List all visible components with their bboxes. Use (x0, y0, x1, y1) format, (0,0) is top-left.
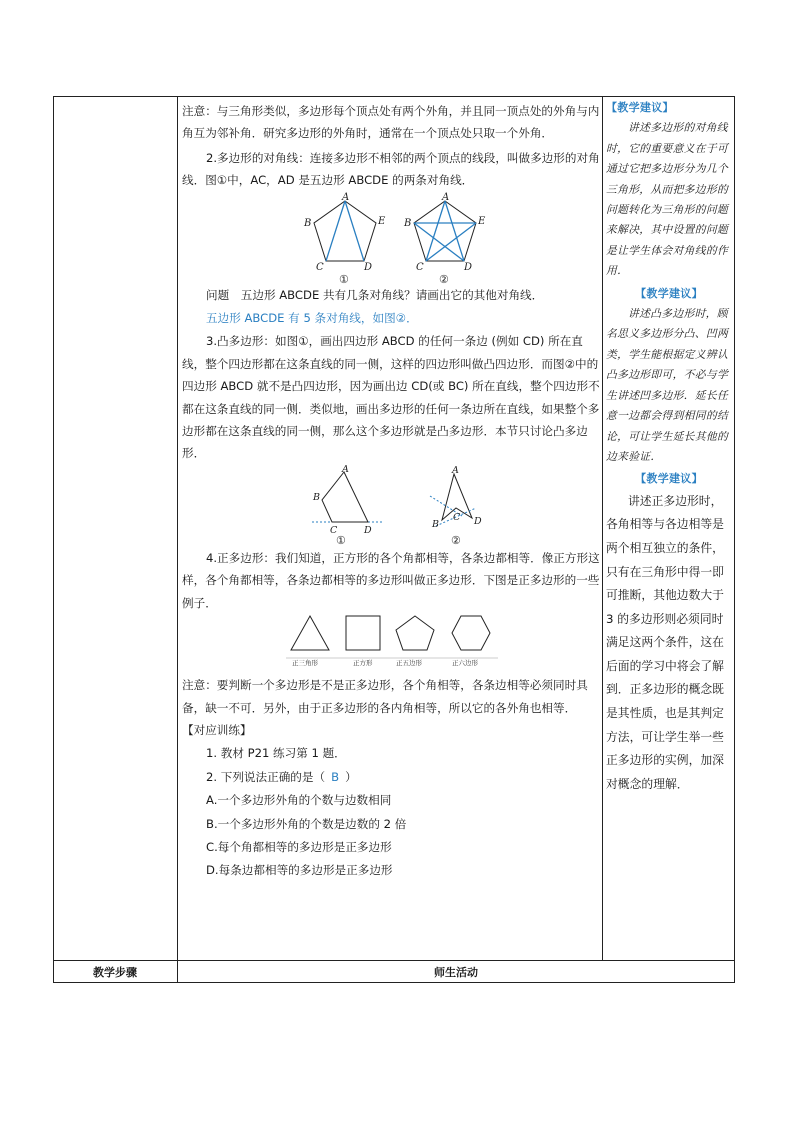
column-divider-right (602, 96, 603, 960)
suggestion-heading-1: 【教学建议】 (606, 101, 674, 114)
option-d: D.每条边都相等的多边形是正多边形 (206, 863, 393, 878)
diagonal-ac (326, 201, 345, 261)
diagonal-definition: 2.多边形的对角线：连接多边形不相邻的两个顶点的线段，叫做多边形的对角线．图①中，AC，AD 是五边形 ABCDE 的两条对角线． (182, 150, 600, 188)
regular-captions (292, 658, 479, 666)
question-text: 问题 五边形 ABCDE 共有几条对角线？请画出它的其他对角线． (206, 287, 544, 302)
label-c-2: C (416, 262, 424, 273)
answer-text: 五边形 ABCDE 有 5 条对角线，如图②． (206, 311, 418, 326)
option-a: A.一个多边形外角的个数与边数相同 (206, 793, 392, 808)
caption-pentagon: 正五边形 (396, 659, 422, 666)
practice-title: 【对应训练】 (182, 722, 252, 737)
pentagon-2 (414, 201, 476, 261)
suggestion-heading-2: 【教学建议】 (635, 286, 703, 300)
column-divider-left (177, 96, 178, 983)
label-d-2: D (464, 262, 473, 273)
quad-caption-1: ① (336, 534, 346, 546)
quad-label-c-1: C (330, 525, 338, 536)
quad-label-c-2: C (453, 512, 461, 523)
quad-label-b-1: B (313, 492, 320, 503)
quad-figures (306, 462, 496, 546)
caption-square: 正方形 (353, 659, 373, 666)
convex-polygon-definition: 3.凸多边形：如图①，画出四边形 ABCD 的任何一条边 (例如 CD) 所在直线，整个四边形都在这条直线的同一侧，这样的四边形叫做凸四边形．而图②中的四边形 ABCD 就不是凸四边形，因为画出边 CD(或 BC) 所在直线，整个四边形不都在这条直线的同一侧．类似地，画出多边形的任何一条边所在直线，如果整个多边形都在这条直线的同一侧，那么这个多边形就是凸多边形．本节只讨论凸多边形． (182, 334, 600, 461)
label-b-2: B (404, 218, 412, 229)
pentagon-figures (290, 192, 500, 286)
label-c-1: C (316, 262, 324, 273)
diagonal-ad (345, 201, 364, 261)
note-regular-polygon: 注意：要判断一个多边形是不是正多边形，各个角相等，各条边相等必须同时具备，缺一不可．另外，由于正多边形的各内角相等，所以它的各外角也相等． (182, 678, 588, 715)
regular-pentagon (396, 616, 434, 650)
caption-1: ① (339, 273, 349, 286)
suggestion-heading-3: 【教学建议】 (635, 472, 703, 486)
regular-triangle (291, 616, 329, 650)
caption-hexagon: 正六边形 (452, 659, 478, 666)
label-d-1: D (364, 262, 373, 273)
quad-label-a-2: A (452, 465, 459, 476)
label-e-2: E (478, 216, 486, 227)
option-b: B.一个多边形外角的个数是边数的 2 倍 (206, 816, 407, 831)
convex-quad (312, 472, 382, 522)
quad-label-b-2: B (432, 519, 439, 530)
quad-label-d-1: D (364, 525, 372, 536)
regular-hexagon (452, 616, 490, 650)
exercise-2-answer: B (331, 769, 340, 784)
pentagon-captions (339, 273, 449, 286)
regular-polygon-figures (286, 612, 498, 666)
exercise-2-close: ） (345, 769, 357, 784)
caption-triangle: 正三角形 (292, 659, 318, 666)
regular-square (346, 616, 380, 650)
suggestion-text-3: 讲述正多边形时，各角相等与各边相等是两个相互独立的条件，只有在三角形中得一即可推断，其他边数大于 3 的多边形则必须同时满足这两个条件，这在后面的学习中将会了解到．正多边形的概念既是其性质，也是其判定方法，可让学生举一些正多边形的实例，加深对概念的理解． (606, 493, 724, 791)
caption-2: ② (439, 273, 449, 286)
header-teaching-steps: 教学步骤 (93, 966, 137, 979)
pentagon-1 (314, 201, 376, 261)
option-c: C.每个角都相等的多边形是正多边形 (206, 839, 392, 854)
header-teacher-student-activity: 师生活动 (434, 966, 478, 979)
label-e-1: E (378, 216, 386, 227)
quad-label-a-1: A (342, 464, 349, 475)
quad-captions (336, 534, 461, 546)
suggestion-text-2: 讲述凸多边形时，顾名思义多边形分凸、凹两类，学生能根据定义辨认凸多边形即可，不必与学生讲述凹多边形．延长任意一边都会得到相同的结论，可让学生延长其他的边来验证． (606, 307, 729, 463)
quad-label-d-2: D (474, 516, 482, 527)
regular-polygon-definition: 4.正多边形：我们知道，正方形的各个角都相等，各条边都相等．像正方形这样，各个角都相等，各条边都相等的多边形叫做正多边形．下图是正多边形的一些例子． (182, 550, 600, 610)
label-b-1: B (304, 218, 312, 229)
exercise-2 (182, 766, 602, 788)
exercise-2-stem: 2. 下列说法正确的是（ (206, 769, 326, 784)
label-a-2: A (442, 192, 450, 203)
note-exterior-angle: 注意：与三角形类似，多边形每个顶点处有两个外角，并且同一顶点处的外角与内角互为邻补角．研究多边形的外角时，通常在一个顶点处只取一个外角． (182, 104, 600, 141)
exercise-1: 1. 教材 P21 练习第 1 题． (206, 746, 346, 761)
teaching-suggestions (606, 98, 732, 796)
quad-labels (312, 464, 482, 536)
suggestion-text-1: 讲述多边形的对角线时，它的重要意义在于可通过它把多边形分为几个三角形，从而把多边形的问题转化为三角形的问题来解决，其中设置的问题是让学生体会对角线的作用． (606, 121, 729, 278)
footer-row-divider (53, 960, 735, 961)
quad-caption-2: ② (451, 534, 461, 546)
label-a-1: A (342, 192, 350, 203)
